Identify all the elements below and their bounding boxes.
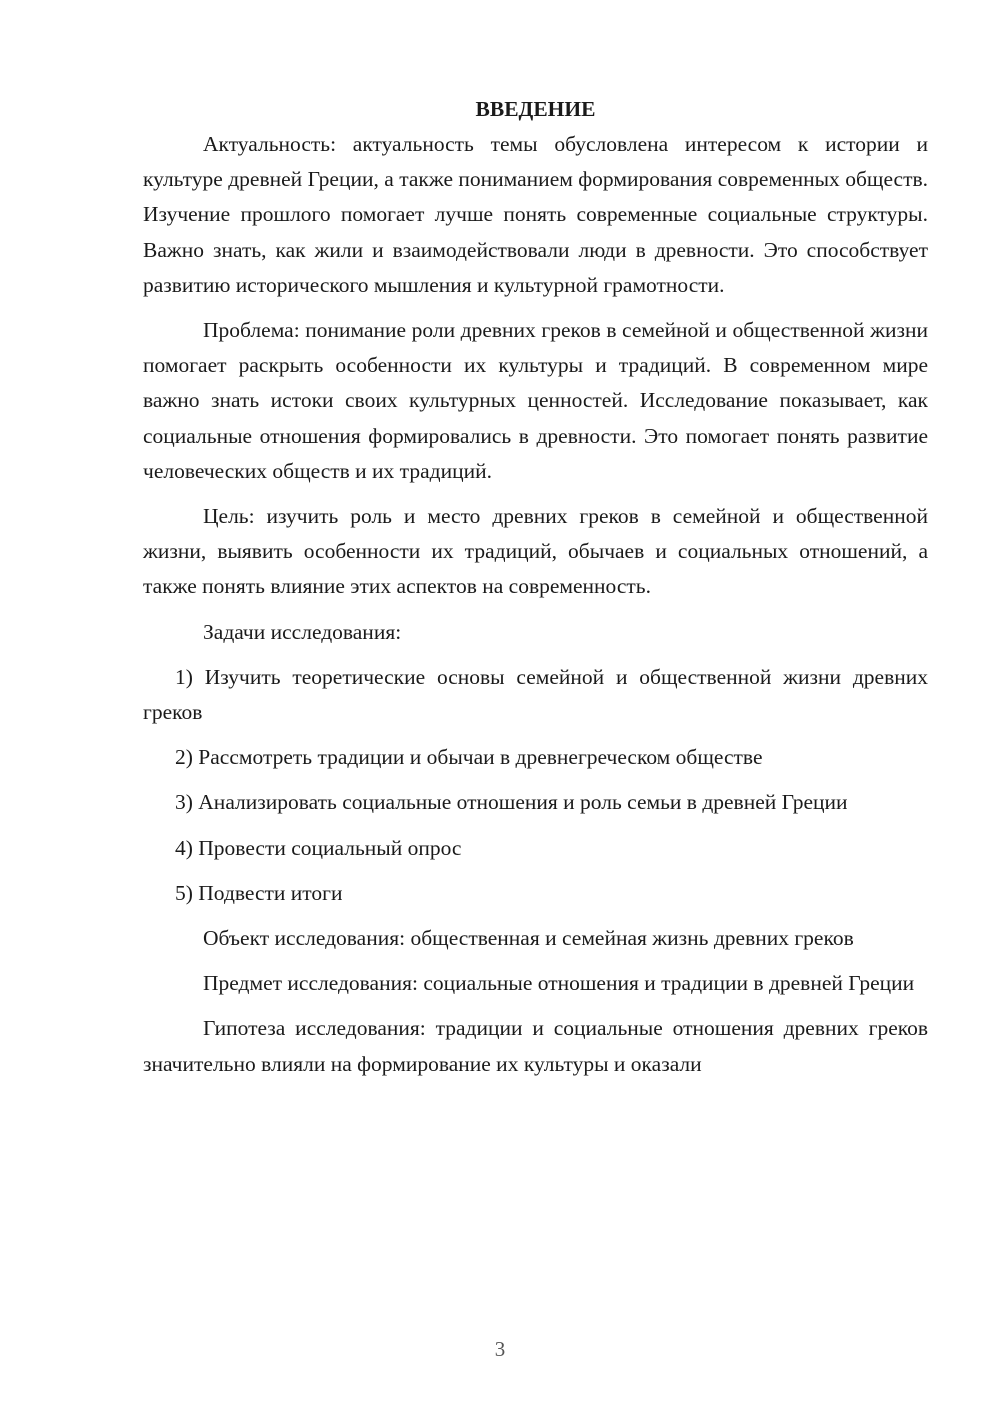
paragraph-goal: Цель: изучить роль и место древних греков в семейной и общественной жизни, выявить особенности их традиций, обычаев и социальных отношений, а также понять влияние этих аспектов на современность. <box>143 504 928 599</box>
paragraph-hypothesis: Гипотеза исследования: традиции и социальные отношения древних греков значительно влияли на формирование их культуры и оказали <box>143 1016 928 1076</box>
tasks-heading: Задачи исследования: <box>203 619 402 644</box>
task-item-1: 1) Изучить теоретические основы семейной и общественной жизни древних греков <box>143 664 928 725</box>
task-item-2: 2) Рассмотреть традиции и обычаи в древнегреческом обществе <box>175 745 763 770</box>
task-item-5: 5) Подвести итоги <box>175 880 343 905</box>
paragraph-object: Объект исследования: общественная и семейная жизнь древних греков <box>203 926 854 951</box>
task-item-4: 4) Провести социальный опрос <box>175 835 462 860</box>
page-title: ВВЕДЕНИЕ <box>475 97 596 121</box>
page-number: 3 <box>494 1337 506 1361</box>
task-item-3: 3) Анализировать социальные отношения и роль семьи в древней Греции <box>175 790 848 815</box>
paragraph-subject: Предмет исследования: социальные отношения и традиции в древней Греции <box>203 971 915 996</box>
paragraph-relevance: Актуальность: актуальность темы обусловлена интересом к истории и культуре древней Греции, а также пониманием формирования современных обществ. Изучение прошлого помогает лучше понять современные социальные структуры. Важно знать, как жили и взаимодействовали люди в древности. Это способствует развитию исторического мышления и культурной грамотности. <box>143 132 928 297</box>
document-page <box>143 92 928 1082</box>
paragraph-problem: Проблема: понимание роли древних греков в семейной и общественной жизни помогает раскрыть особенности их культуры и традиций. В современном мире важно знать истоки своих культурных ценностей. Исследование показывает, как социальные отношения формировались в древности. Это помогает понять развитие человеческих обществ и их традиций. <box>143 318 928 483</box>
